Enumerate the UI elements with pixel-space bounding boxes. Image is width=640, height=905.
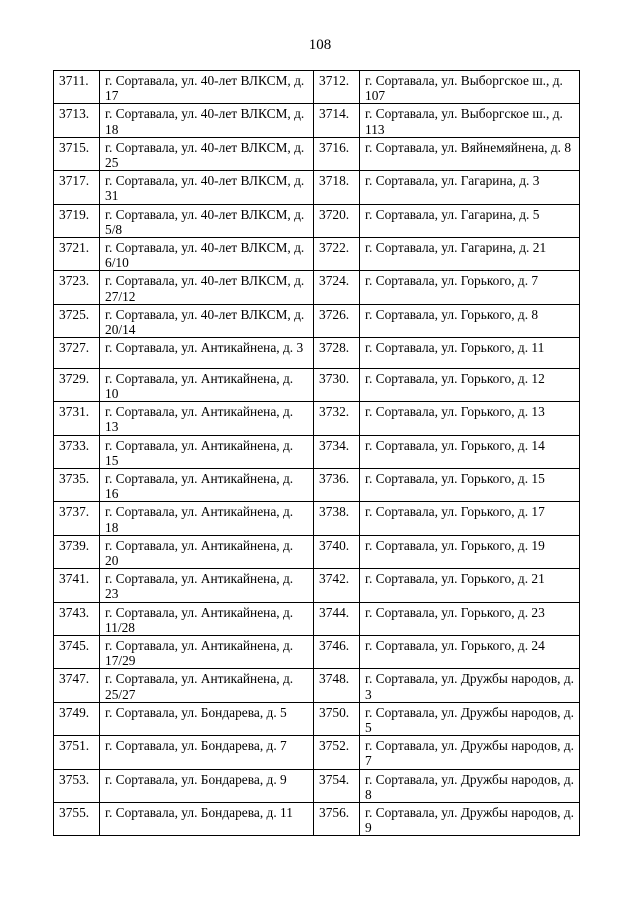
address-cell: г. Сортавала, ул. Антикайнена, д. 10 <box>100 368 314 401</box>
address-cell: г. Сортавала, ул. Горького, д. 14 <box>360 435 580 468</box>
address-cell: г. Сортавала, ул. Антикайнена, д. 16 <box>100 468 314 501</box>
entry-number-cell: 3717. <box>54 171 100 204</box>
address-cell: г. Сортавала, ул. Горького, д. 8 <box>360 304 580 337</box>
entry-number-cell: 3754. <box>314 769 360 802</box>
entry-number-cell: 3741. <box>54 569 100 602</box>
address-cell: г. Сортавала, ул. 40-лет ВЛКСМ, д. 27/12 <box>100 271 314 304</box>
table-row <box>54 502 580 535</box>
entry-number-cell: 3713. <box>54 104 100 137</box>
entry-number-cell: 3749. <box>54 702 100 735</box>
entry-number-cell: 3736. <box>314 468 360 501</box>
address-cell: г. Сортавала, ул. Горького, д. 15 <box>360 468 580 501</box>
entry-number-cell: 3755. <box>54 803 100 836</box>
address-cell: г. Сортавала, ул. Горького, д. 17 <box>360 502 580 535</box>
address-cell: г. Сортавала, ул. Дружбы народов, д. 5 <box>360 702 580 735</box>
entry-number-cell: 3756. <box>314 803 360 836</box>
address-cell: г. Сортавала, ул. Горького, д. 13 <box>360 402 580 435</box>
entry-number-cell: 3734. <box>314 435 360 468</box>
table-row <box>54 104 580 137</box>
table-row <box>54 171 580 204</box>
entry-number-cell: 3733. <box>54 435 100 468</box>
table-row <box>54 669 580 702</box>
entry-number-cell: 3728. <box>314 338 360 369</box>
address-cell: г. Сортавала, ул. 40-лет ВЛКСМ, д. 31 <box>100 171 314 204</box>
entry-number-cell: 3745. <box>54 636 100 669</box>
address-cell: г. Сортавала, ул. 40-лет ВЛКСМ, д. 6/10 <box>100 238 314 271</box>
address-cell: г. Сортавала, ул. 40-лет ВЛКСМ, д. 25 <box>100 137 314 170</box>
address-cell: г. Сортавала, ул. 40-лет ВЛКСМ, д. 18 <box>100 104 314 137</box>
entry-number-cell: 3751. <box>54 736 100 769</box>
address-cell: г. Сортавала, ул. Антикайнена, д. 23 <box>100 569 314 602</box>
entry-number-cell: 3714. <box>314 104 360 137</box>
address-cell: г. Сортавала, ул. Дружбы народов, д. 3 <box>360 669 580 702</box>
entry-number-cell: 3722. <box>314 238 360 271</box>
entry-number-cell: 3738. <box>314 502 360 535</box>
address-table-body <box>54 71 580 836</box>
address-cell: г. Сортавала, ул. Антикайнена, д. 18 <box>100 502 314 535</box>
table-row <box>54 435 580 468</box>
entry-number-cell: 3725. <box>54 304 100 337</box>
entry-number-cell: 3729. <box>54 368 100 401</box>
entry-number-cell: 3737. <box>54 502 100 535</box>
address-cell: г. Сортавала, ул. 40-лет ВЛКСМ, д. 17 <box>100 71 314 104</box>
entry-number-cell: 3746. <box>314 636 360 669</box>
table-row <box>54 71 580 104</box>
address-cell: г. Сортавала, ул. Бондарева, д. 9 <box>100 769 314 802</box>
entry-number-cell: 3726. <box>314 304 360 337</box>
address-cell: г. Сортавала, ул. Бондарева, д. 5 <box>100 702 314 735</box>
entry-number-cell: 3716. <box>314 137 360 170</box>
table-row <box>54 271 580 304</box>
address-cell: г. Сортавала, ул. Дружбы народов, д. 7 <box>360 736 580 769</box>
table-row <box>54 238 580 271</box>
address-cell: г. Сортавала, ул. Горького, д. 12 <box>360 368 580 401</box>
address-cell: г. Сортавала, ул. Горького, д. 19 <box>360 535 580 568</box>
entry-number-cell: 3718. <box>314 171 360 204</box>
address-cell: г. Сортавала, ул. Гагарина, д. 3 <box>360 171 580 204</box>
entry-number-cell: 3712. <box>314 71 360 104</box>
address-cell: г. Сортавала, ул. Антикайнена, д. 20 <box>100 535 314 568</box>
entry-number-cell: 3750. <box>314 702 360 735</box>
address-cell: г. Сортавала, ул. Антикайнена, д. 13 <box>100 402 314 435</box>
address-table <box>53 70 580 836</box>
entry-number-cell: 3731. <box>54 402 100 435</box>
entry-number-cell: 3711. <box>54 71 100 104</box>
table-row <box>54 402 580 435</box>
address-cell: г. Сортавала, ул. 40-лет ВЛКСМ, д. 20/14 <box>100 304 314 337</box>
address-cell: г. Сортавала, ул. Гагарина, д. 5 <box>360 204 580 237</box>
entry-number-cell: 3721. <box>54 238 100 271</box>
address-cell: г. Сортавала, ул. Горького, д. 11 <box>360 338 580 369</box>
entry-number-cell: 3732. <box>314 402 360 435</box>
table-row <box>54 304 580 337</box>
entry-number-cell: 3715. <box>54 137 100 170</box>
table-row <box>54 569 580 602</box>
address-cell: г. Сортавала, ул. Вяйнемяйнена, д. 8 <box>360 137 580 170</box>
address-cell: г. Сортавала, ул. 40-лет ВЛКСМ, д. 5/8 <box>100 204 314 237</box>
entry-number-cell: 3740. <box>314 535 360 568</box>
table-row <box>54 137 580 170</box>
entry-number-cell: 3747. <box>54 669 100 702</box>
entry-number-cell: 3723. <box>54 271 100 304</box>
address-cell: г. Сортавала, ул. Антикайнена, д. 17/29 <box>100 636 314 669</box>
table-row <box>54 702 580 735</box>
table-row <box>54 769 580 802</box>
entry-number-cell: 3720. <box>314 204 360 237</box>
entry-number-cell: 3744. <box>314 602 360 635</box>
address-cell: г. Сортавала, ул. Антикайнена, д. 15 <box>100 435 314 468</box>
address-cell: г. Сортавала, ул. Горького, д. 24 <box>360 636 580 669</box>
address-cell: г. Сортавала, ул. Антикайнена, д. 25/27 <box>100 669 314 702</box>
address-cell: г. Сортавала, ул. Горького, д. 21 <box>360 569 580 602</box>
entry-number-cell: 3752. <box>314 736 360 769</box>
entry-number-cell: 3748. <box>314 669 360 702</box>
page-number: 108 <box>308 37 332 53</box>
entry-number-cell: 3730. <box>314 368 360 401</box>
entry-number-cell: 3724. <box>314 271 360 304</box>
table-row <box>54 535 580 568</box>
address-cell: г. Сортавала, ул. Дружбы народов, д. 8 <box>360 769 580 802</box>
address-cell: г. Сортавала, ул. Дружбы народов, д. 9 <box>360 803 580 836</box>
address-cell: г. Сортавала, ул. Горького, д. 23 <box>360 602 580 635</box>
address-cell: г. Сортавала, ул. Горького, д. 7 <box>360 271 580 304</box>
entry-number-cell: 3719. <box>54 204 100 237</box>
entry-number-cell: 3735. <box>54 468 100 501</box>
entry-number-cell: 3743. <box>54 602 100 635</box>
table-row <box>54 736 580 769</box>
table-row <box>54 204 580 237</box>
table-row <box>54 636 580 669</box>
address-cell: г. Сортавала, ул. Выборгское ш., д. 113 <box>360 104 580 137</box>
entry-number-cell: 3739. <box>54 535 100 568</box>
table-row <box>54 803 580 836</box>
address-cell: г. Сортавала, ул. Антикайнена, д. 11/28 <box>100 602 314 635</box>
address-cell: г. Сортавала, ул. Выборгское ш., д. 107 <box>360 71 580 104</box>
table-row <box>54 368 580 401</box>
table-row <box>54 602 580 635</box>
entry-number-cell: 3753. <box>54 769 100 802</box>
address-cell: г. Сортавала, ул. Бондарева, д. 11 <box>100 803 314 836</box>
address-cell: г. Сортавала, ул. Гагарина, д. 21 <box>360 238 580 271</box>
address-cell: г. Сортавала, ул. Бондарева, д. 7 <box>100 736 314 769</box>
table-row <box>54 338 580 369</box>
table-row <box>54 468 580 501</box>
entry-number-cell: 3742. <box>314 569 360 602</box>
entry-number-cell: 3727. <box>54 338 100 369</box>
address-cell: г. Сортавала, ул. Антикайнена, д. 3 <box>100 338 314 369</box>
